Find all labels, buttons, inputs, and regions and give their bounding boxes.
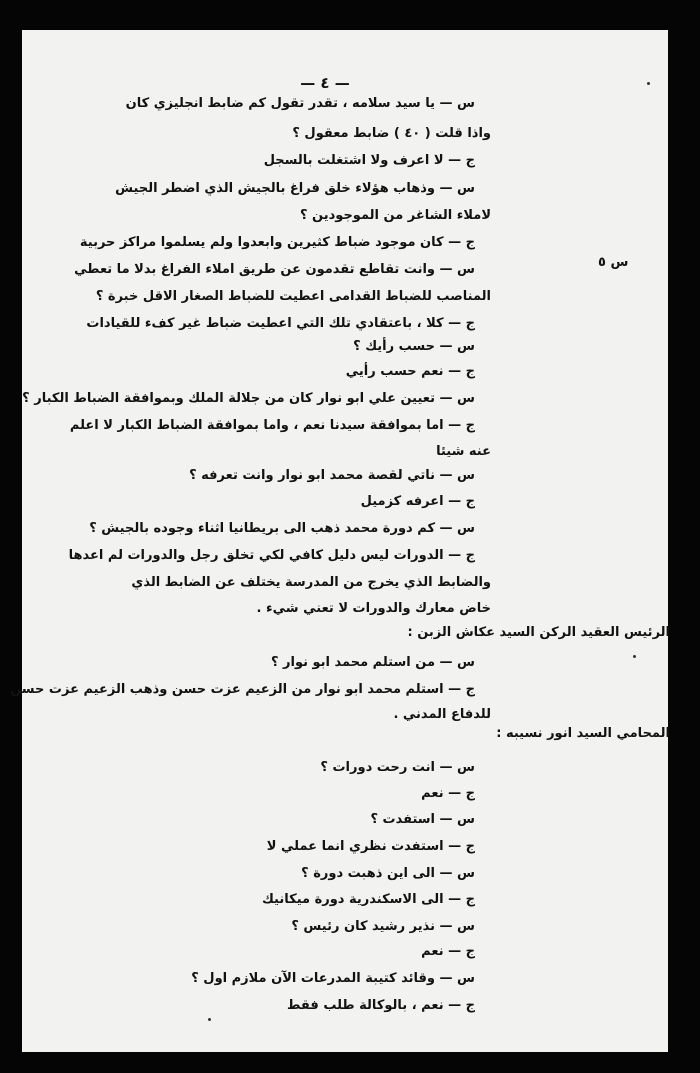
transcript-line: س — من استلم محمد ابو نوار ؟	[270, 655, 475, 670]
page-number: — ٤ —	[300, 74, 350, 92]
transcript-line: المحامي السيد انور نسيبه :	[496, 726, 670, 741]
transcript-line: س — ناتي لقصة محمد ابو نوار وانت تعرفه ؟	[189, 468, 475, 483]
transcript-line: لاملاء الشاغر من الموجودين ؟	[299, 208, 491, 223]
paper-speck	[647, 82, 650, 85]
transcript-line: ج — نعم	[421, 944, 475, 959]
transcript-line: س — كم دورة محمد ذهب الى بريطانيا اثناء وجوده بالجيش ؟	[89, 521, 475, 536]
transcript-line: س — وذهاب هؤلاء خلق فراغ بالجيش الذي اضطر الجيش	[115, 181, 475, 196]
transcript-line: ج — لا اعرف ولا اشتغلت بالسجل	[263, 153, 475, 168]
transcript-line: والضابط الذي يخرج من المدرسة يختلف عن الضابط الذي	[131, 575, 491, 590]
transcript-line: س — انت رحت دورات ؟	[320, 760, 475, 775]
transcript-line: س — نذير رشيد كان رئيس ؟	[291, 919, 475, 934]
paper-speck	[633, 655, 636, 658]
transcript-line: س — حسب رأيك ؟	[353, 339, 475, 354]
transcript-line: س — وقائد كتيبة المدرعات الآن ملازم اول ؟	[191, 971, 475, 986]
transcript-line: ج — استفدت نظري انما عملي لا	[266, 839, 475, 854]
paper-speck	[208, 1018, 211, 1021]
transcript-line: س — يا سيد سلامه ، تقدر تقول كم ضابط انجليزي كان	[125, 96, 475, 111]
transcript-line: س — الى اين ذهبت دورة ؟	[301, 866, 475, 881]
transcript-line: س — وانت تقاطع تقدمون عن طريق املاء الفراغ بدلا ما تعطي	[74, 262, 475, 277]
transcript-line: ج — استلم محمد ابو نوار من الزعيم عزت حسن وذهب الزعيم عزت حسن	[10, 682, 475, 697]
transcript-line: ج — نعم حسب رأيي	[345, 364, 475, 379]
transcript-line: ج — اما بموافقة سيدنا نعم ، واما بموافقة الضباط الكبار لا اعلم	[69, 418, 475, 433]
transcript-line: س — تعيين علي ابو نوار كان من جلالة الملك وبموافقة الضباط الكبار ؟	[22, 391, 475, 406]
transcript-line: ج — الى الاسكندرية دورة ميكانيك	[261, 892, 475, 907]
transcript-line: للدفاع المدني .	[393, 707, 491, 722]
transcript-line: خاض معارك والدورات لا تعني شيء .	[256, 601, 491, 616]
transcript-line: ج — كان موجود ضباط كثيرين وابعدوا ولم يسلموا مراكز حربية	[79, 235, 475, 250]
transcript-line: ج — الدورات ليس دليل كافي لكي تخلق رجل والدورات لم اعدها	[68, 548, 475, 563]
transcript-line: ج — اعرفه كزميل	[360, 494, 475, 509]
transcript-line: المناصب للضباط القدامى اعطيت للضباط الصغار الاقل خبرة ؟	[95, 289, 491, 304]
transcript-line: ج — كلا ، باعتقادي تلك التي اعطيت ضباط غير كفء للقيادات	[86, 316, 475, 331]
transcript-line: عنه شيئا	[436, 444, 491, 459]
transcript-line: ج — نعم ، بالوكالة طلب فقط	[287, 998, 475, 1013]
transcript-line: س — استفدت ؟	[370, 812, 475, 827]
transcript-line: واذا قلت ( ٤٠ ) ضابط معقول ؟	[292, 126, 491, 141]
transcript-line: ج — نعم	[421, 786, 475, 801]
margin-note: س ٥	[598, 255, 629, 270]
transcript-line: الرئيس العقيد الركن السيد عكاش الزبن :	[407, 625, 670, 640]
